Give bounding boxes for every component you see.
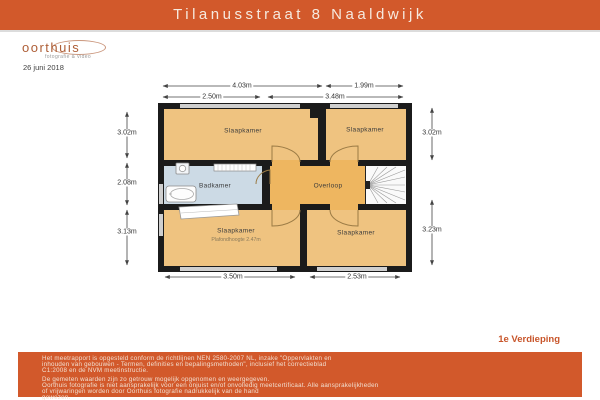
room-sublabel-ceiling-height: Plafondhoogte 2.47m xyxy=(211,237,261,243)
footer-line: C1:2008 en de NVM meetinstructie. xyxy=(42,366,149,374)
room-label-slaapkamer-top-left: Slaapkamer xyxy=(224,127,262,135)
dim-label-left-middle: 2.08m xyxy=(117,179,137,187)
logo-tagline: fotografie & video xyxy=(45,54,92,60)
date-label: 26 juni 2018 xyxy=(23,63,64,72)
floorplan-graphics xyxy=(100,75,450,290)
dim-label-bottom-left: 3.50m xyxy=(223,273,243,281)
radiator-icon xyxy=(214,164,256,171)
dimension-lines xyxy=(127,86,432,277)
footer-line: Het meetrapport is opgesteld conform de richtlijnen NEN 2580-2007 NL, inzake "Oppervlakten en xyxy=(42,355,332,362)
footer-line: Oorthuis fotografie is niet aansprakelijk voor een onjuist en/of onvolledig meetcertificaat. Alle aansprakelijkheden xyxy=(42,382,379,390)
staircase-icon xyxy=(366,167,405,203)
dim-label-top1-left: 4.03m xyxy=(232,82,252,90)
page-title: Tilanusstraat 8 Naaldwijk xyxy=(173,6,427,23)
dim-label-bottom-right: 2.53m xyxy=(347,273,367,281)
dim-label-left-bottom: 3.13m xyxy=(117,228,137,236)
footer-line: inhouden van gebouwen - Termen, definities en bepalingsmethoden", inclusief het correctieblad xyxy=(42,360,327,368)
logo-ellipse-icon xyxy=(52,40,106,55)
dim-label-top2-left: 2.50m xyxy=(202,93,222,101)
floor-name-label: 1e Verdieping xyxy=(498,334,560,345)
dim-label-left-top: 3.02m xyxy=(117,129,137,137)
sink-icon xyxy=(176,163,189,174)
room-label-slaapkamer-top-right: Slaapkamer xyxy=(346,126,384,134)
dormer-window-icon xyxy=(179,204,239,219)
dim-label-top1-right: 1.99m xyxy=(354,82,374,90)
dim-label-right-bottom: 3.23m xyxy=(422,226,442,234)
room-label-overloop: Overloop xyxy=(313,182,343,190)
header-bar xyxy=(0,0,600,32)
logo: oorthuis xyxy=(22,40,81,55)
dim-label-top2-right: 3.48m xyxy=(325,93,345,101)
footer-disclaimer xyxy=(18,352,582,400)
footer-line: of vrijwaringen worden door Oorthuis fotografie nadrukkelijk van de hand xyxy=(42,387,259,395)
footer-line: De gemeten waarden zijn zo getrouw mogelijk opgenomen en weergegeven. xyxy=(42,376,270,384)
room-label-badkamer: Badkamer xyxy=(198,182,232,190)
room-label-slaapkamer-bottom-left: Slaapkamer xyxy=(217,227,255,235)
footer-line: gewezen. xyxy=(42,393,71,400)
bathtub-icon xyxy=(166,186,196,202)
room-label-slaapkamer-bottom-right: Slaapkamer xyxy=(337,229,375,237)
door-arc-icons xyxy=(256,146,358,226)
dim-label-right-top: 3.02m xyxy=(422,129,442,137)
